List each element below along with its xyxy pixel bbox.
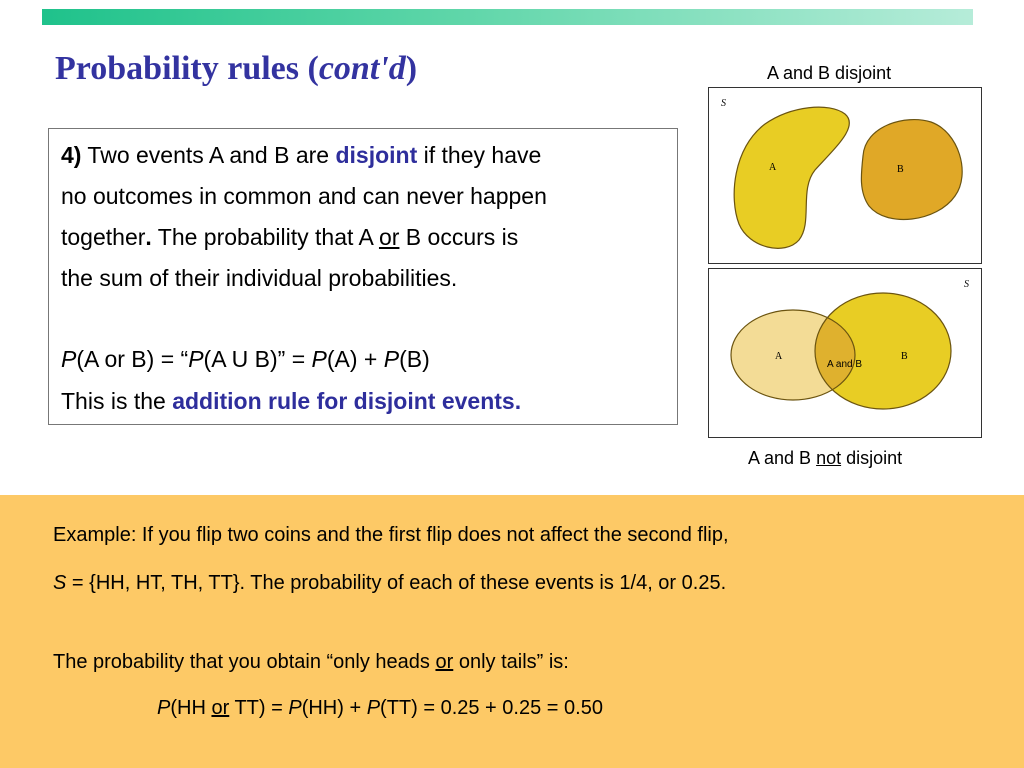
rule-line-2: no outcomes in common and can never happen	[61, 183, 547, 209]
venn-disjoint-graphic	[709, 88, 981, 263]
diagram2-caption	[748, 448, 902, 469]
event-b-label: B	[901, 351, 908, 362]
example-line-1: Example: If you flip two coins and the first flip does not affect the second flip,	[53, 524, 729, 546]
title-accent-bar	[42, 9, 973, 25]
title-italic: cont'd	[318, 50, 406, 87]
underlined-or: or	[211, 697, 230, 719]
caption-text: disjoint	[841, 448, 903, 468]
formula-text: (TT) = 0.25 + 0.25 = 0.50	[380, 697, 603, 719]
example-text: = {HH, HT, TH, TT}. The probability of each of these events is 1/4, or 0.25.	[66, 572, 727, 594]
example-line-2	[53, 572, 726, 595]
rule-text: The probability that A	[151, 224, 379, 250]
p-symbol: P	[61, 346, 77, 372]
sample-space-label: S	[964, 279, 969, 290]
rule-text: together	[61, 224, 146, 250]
p-symbol: P	[383, 346, 400, 372]
event-a-label: A	[769, 162, 777, 173]
rule-line-6	[61, 387, 521, 415]
p-symbol: P	[288, 697, 302, 719]
venn-overlap-graphic	[709, 269, 981, 437]
venn-not-disjoint	[708, 268, 982, 438]
title-main: Probability rules (	[55, 50, 319, 87]
rule-text: B occurs is	[399, 224, 519, 250]
event-b-label: B	[897, 164, 904, 175]
example-text: only tails” is:	[453, 651, 569, 673]
formula-text: (HH	[170, 697, 212, 719]
slide-title	[55, 50, 417, 88]
rule-text: Two events A and B are	[81, 142, 336, 168]
sample-space-label: S	[721, 98, 726, 109]
term-addition-rule: addition rule for disjoint events.	[172, 388, 522, 414]
example-formula	[157, 697, 603, 720]
venn-disjoint	[708, 87, 982, 264]
example-panel	[0, 495, 1024, 768]
diagram1-caption: A and B disjoint	[767, 63, 892, 83]
formula-text: (A or B) = “	[76, 346, 189, 372]
formula-text: (B)	[399, 346, 430, 372]
underlined-or: or	[435, 651, 454, 673]
rule-line-1	[61, 141, 541, 169]
rule-text: if they have	[417, 142, 542, 168]
term-disjoint: disjoint	[335, 142, 418, 168]
formula-text: (A U B)” =	[203, 346, 312, 372]
sample-space-symbol: S	[53, 572, 67, 594]
p-symbol: P	[366, 697, 381, 719]
rule-box	[48, 128, 678, 425]
underlined-or: or	[378, 224, 400, 250]
event-a-label: A	[775, 351, 783, 362]
rule-line-4: the sum of their individual probabilities.	[61, 265, 458, 291]
rule-number: 4)	[61, 142, 82, 168]
p-symbol: P	[157, 697, 171, 719]
p-symbol: P	[188, 346, 204, 372]
caption-text: A and B	[748, 448, 817, 468]
example-line-3	[53, 651, 569, 674]
intersection-label: A and B	[827, 359, 863, 370]
p-symbol: P	[311, 346, 327, 372]
underlined-not: not	[816, 448, 842, 468]
formula-text: (A) +	[326, 346, 384, 372]
example-text: The probability that you obtain “only heads	[53, 651, 436, 673]
event-b-shape	[861, 120, 962, 220]
formula-text: TT) =	[229, 697, 289, 719]
rule-formula	[61, 345, 430, 373]
formula-text: (HH) +	[301, 697, 367, 719]
title-close: )	[405, 50, 418, 87]
rule-text: This is the	[61, 388, 173, 414]
rule-period: .	[145, 224, 152, 250]
event-a-shape	[734, 107, 849, 248]
rule-line-3	[61, 223, 518, 251]
